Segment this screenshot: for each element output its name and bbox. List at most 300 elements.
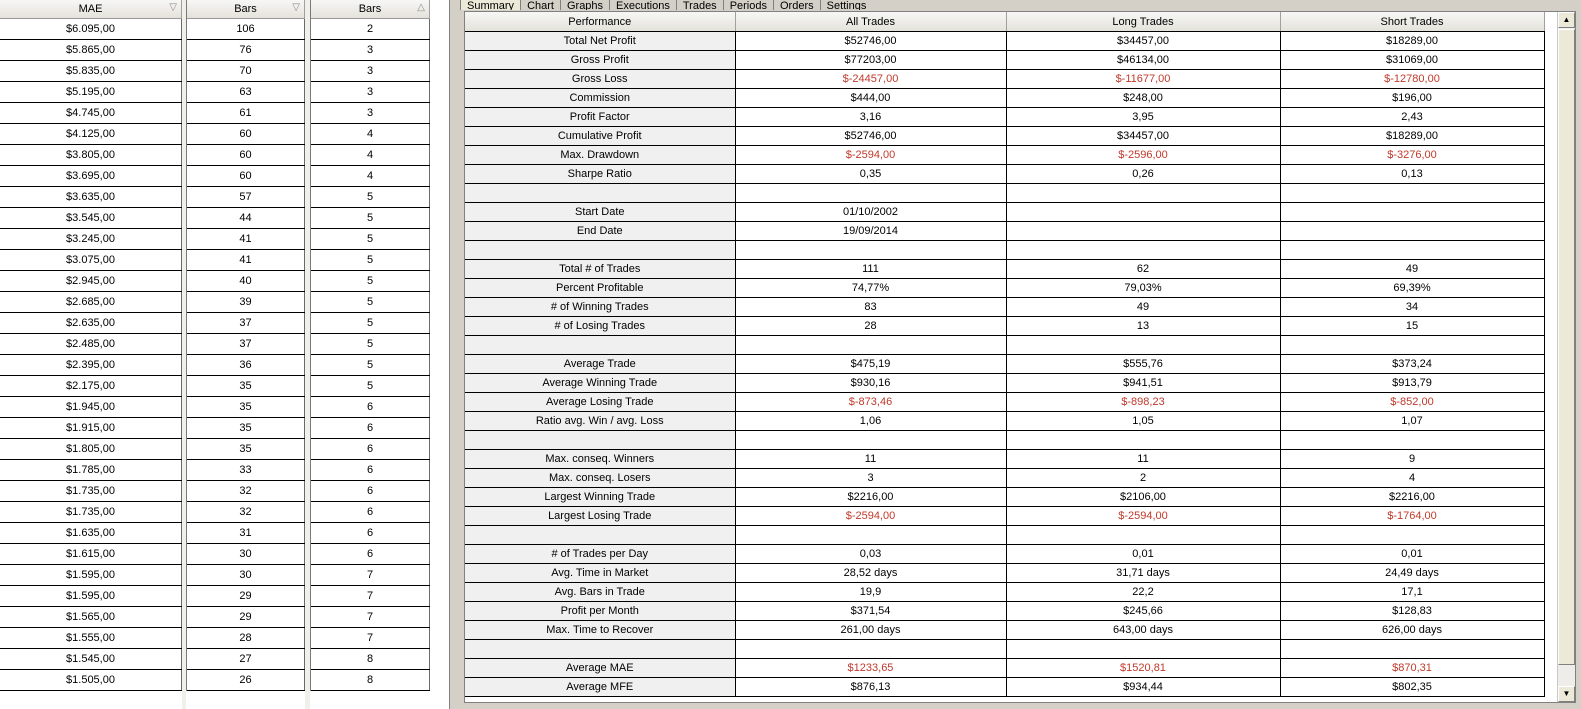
bars2-cell[interactable]: 6 [311,544,430,565]
tab-periods[interactable]: Periods [723,0,774,10]
bars2-row[interactable] [311,271,430,292]
mae-cell[interactable]: $3.805,00 [0,145,182,166]
bars1-row[interactable] [187,565,305,586]
cell-short-trades: $-1764,00 [1280,507,1544,526]
cell-label: Gross Loss [465,70,735,89]
tab-orders[interactable]: Orders [773,0,821,10]
cell-all-trades [735,184,1006,203]
bars2-cell[interactable]: 6 [311,502,430,523]
bars2-cell[interactable]: 5 [311,355,430,376]
performance-row[interactable] [465,583,1544,602]
performance-row[interactable] [465,640,1544,659]
bars1-row[interactable] [187,313,305,334]
mae-cell[interactable]: $4.125,00 [0,124,182,145]
bars1-row[interactable] [187,502,305,523]
cell-all-trades: $-24457,00 [735,70,1006,89]
bars2-cell[interactable]: 5 [311,334,430,355]
bars1-row[interactable] [187,439,305,460]
mae-row[interactable] [0,544,182,565]
cell-label: Largest Losing Trade [465,507,735,526]
bars1-row[interactable] [187,187,305,208]
tab-trades[interactable]: Trades [676,0,724,10]
mae-row[interactable] [0,418,182,439]
bars1-cell[interactable]: 35 [187,376,305,397]
bars-header-label-2: Bars [358,3,382,15]
bars2-row[interactable] [311,250,430,271]
mae-cell[interactable]: $2.945,00 [0,271,182,292]
bars2-row[interactable] [311,439,430,460]
cell-short-trades [1280,184,1544,203]
performance-row[interactable] [465,602,1544,621]
cell-all-trades: 74,77% [735,279,1006,298]
mae-cell[interactable]: $1.945,00 [0,397,182,418]
mae-cell[interactable]: $6.095,00 [0,19,182,40]
mae-row[interactable] [0,607,182,628]
cell-label: Max. Drawdown [465,146,735,165]
mae-cell[interactable]: $5.835,00 [0,61,182,82]
bars2-row[interactable] [311,544,430,565]
mae-row[interactable] [0,271,182,292]
cell-all-trades [735,431,1006,450]
mae-cell[interactable]: $1.635,00 [0,523,182,544]
performance-table-frame [464,11,1576,703]
header-long-trades[interactable]: Long Trades [1006,12,1280,32]
performance-row[interactable] [465,374,1544,393]
bars1-row[interactable] [187,649,305,670]
vertical-scrollbar[interactable] [1557,12,1575,702]
mae-cell[interactable]: $2.485,00 [0,334,182,355]
bars2-cell[interactable]: 5 [311,313,430,334]
bars2-cell[interactable]: 5 [311,271,430,292]
bars1-cell[interactable]: 30 [187,565,305,586]
cell-all-trades: 0,35 [735,165,1006,184]
performance-row[interactable] [465,260,1544,279]
mae-row[interactable] [0,124,182,145]
bars1-cell[interactable]: 76 [187,40,305,61]
performance-row[interactable] [465,127,1544,146]
cell-short-trades: 15 [1280,317,1544,336]
bars1-row[interactable] [187,460,305,481]
mae-cell[interactable]: $5.195,00 [0,82,182,103]
cell-label: # of Losing Trades [465,317,735,336]
performance-panel [449,0,1581,709]
bars2-cell[interactable]: 4 [311,166,430,187]
mae-row[interactable] [0,250,182,271]
performance-row[interactable] [465,450,1544,469]
bars1-row[interactable] [187,82,305,103]
bars1-cell[interactable]: 39 [187,292,305,313]
bars1-cell[interactable]: 60 [187,145,305,166]
bars1-row[interactable] [187,145,305,166]
bars1-cell[interactable]: 106 [187,19,305,40]
cell-short-trades: $-3276,00 [1280,146,1544,165]
cell-all-trades [735,336,1006,355]
bars1-row[interactable] [187,166,305,187]
mae-cell[interactable]: $1.595,00 [0,586,182,607]
mae-row[interactable] [0,61,182,82]
bars1-cell[interactable]: 57 [187,187,305,208]
mae-row[interactable] [0,502,182,523]
mae-row[interactable] [0,334,182,355]
performance-row[interactable] [465,298,1544,317]
bars1-cell[interactable]: 28 [187,628,305,649]
bars2-row[interactable] [311,649,430,670]
performance-row[interactable] [465,165,1544,184]
bars2-row[interactable] [311,40,430,61]
bars2-cell[interactable]: 8 [311,670,430,691]
performance-row[interactable] [465,545,1544,564]
mae-cell[interactable]: $2.685,00 [0,292,182,313]
cell-all-trades: $876,13 [735,678,1006,697]
cell-long-trades [1006,526,1280,545]
cell-label [465,640,735,659]
bars1-row[interactable] [187,607,305,628]
bars2-row[interactable] [311,586,430,607]
performance-row[interactable] [465,431,1544,450]
cell-all-trades: 3,16 [735,108,1006,127]
performance-row[interactable] [465,412,1544,431]
mae-row[interactable] [0,19,182,40]
bars1-row[interactable] [187,19,305,40]
cell-all-trades: $-873,46 [735,393,1006,412]
performance-row[interactable] [465,355,1544,374]
cell-all-trades: 01/10/2002 [735,203,1006,222]
mae-row[interactable] [0,355,182,376]
bars2-row[interactable] [311,481,430,502]
bars1-cell[interactable]: 37 [187,313,305,334]
performance-row[interactable] [465,526,1544,545]
bars2-cell[interactable]: 6 [311,439,430,460]
sort-triangle-icon[interactable]: △ [417,2,425,13]
header-short-trades[interactable]: Short Trades [1280,12,1544,32]
mae-row[interactable] [0,145,182,166]
bars-column-header-2[interactable] [311,0,430,19]
performance-row[interactable] [465,564,1544,583]
bars2-cell[interactable]: 5 [311,187,430,208]
bars1-row[interactable] [187,523,305,544]
bars2-cell[interactable]: 3 [311,40,430,61]
bars1-cell[interactable]: 41 [187,250,305,271]
cell-all-trades: $2216,00 [735,488,1006,507]
performance-row[interactable] [465,621,1544,640]
bars2-cell[interactable]: 6 [311,397,430,418]
performance-row[interactable] [465,184,1544,203]
mae-row[interactable] [0,439,182,460]
mae-row[interactable] [0,523,182,544]
sort-triangle-icon[interactable]: ▽ [169,2,177,13]
bars2-row[interactable] [311,124,430,145]
bars1-cell[interactable]: 29 [187,607,305,628]
bars2-cell[interactable]: 7 [311,628,430,649]
mae-cell[interactable]: $1.915,00 [0,418,182,439]
tab-graphs[interactable]: Graphs [560,0,610,10]
cell-all-trades: 261,00 days [735,621,1006,640]
bars1-cell[interactable]: 61 [187,103,305,124]
bars1-row[interactable] [187,292,305,313]
bars2-cell[interactable]: 3 [311,61,430,82]
performance-row[interactable] [465,108,1544,127]
bars2-row[interactable] [311,334,430,355]
bars1-row[interactable] [187,544,305,565]
cell-long-trades [1006,431,1280,450]
bars2-row[interactable] [311,607,430,628]
mae-row[interactable] [0,40,182,61]
mae-cell[interactable]: $2.175,00 [0,376,182,397]
mae-column-header[interactable] [0,0,182,19]
bars1-row[interactable] [187,334,305,355]
bars1-row[interactable] [187,124,305,145]
cell-short-trades: $-852,00 [1280,393,1544,412]
bars1-row[interactable] [187,250,305,271]
bars1-row[interactable] [187,271,305,292]
mae-row[interactable] [0,103,182,124]
bars2-row[interactable] [311,166,430,187]
performance-row[interactable] [465,336,1544,355]
bars2-row[interactable] [311,145,430,166]
bars2-cell[interactable]: 3 [311,82,430,103]
bars2-row[interactable] [311,19,430,40]
cell-all-trades: $930,16 [735,374,1006,393]
scrollbar-thumb[interactable] [1558,29,1575,665]
bars2-row[interactable] [311,292,430,313]
bars2-cell[interactable]: 7 [311,607,430,628]
mae-cell[interactable]: $3.245,00 [0,229,182,250]
performance-row[interactable] [465,89,1544,108]
bars1-row[interactable] [187,481,305,502]
bars2-row[interactable] [311,628,430,649]
mae-cell[interactable]: $1.735,00 [0,502,182,523]
bars-table-1 [187,0,305,691]
cell-all-trades: $52746,00 [735,127,1006,146]
header-performance[interactable]: Performance [465,12,735,32]
bars1-cell[interactable]: 63 [187,82,305,103]
performance-row[interactable] [465,222,1544,241]
performance-row[interactable] [465,678,1544,697]
bars1-cell[interactable]: 26 [187,670,305,691]
mae-row[interactable] [0,187,182,208]
tab-settings[interactable]: Settings [820,0,873,10]
mae-cell[interactable]: $3.635,00 [0,187,182,208]
bars1-row[interactable] [187,40,305,61]
bars1-cell[interactable]: 27 [187,649,305,670]
performance-row[interactable] [465,70,1544,89]
performance-row[interactable] [465,469,1544,488]
mae-row[interactable] [0,376,182,397]
bars1-row[interactable] [187,628,305,649]
performance-row[interactable] [465,659,1544,678]
cell-short-trades: 49 [1280,260,1544,279]
mae-row[interactable] [0,649,182,670]
mae-cell[interactable]: $4.745,00 [0,103,182,124]
mae-cell[interactable]: $2.635,00 [0,313,182,334]
mae-row[interactable] [0,460,182,481]
bars2-row[interactable] [311,82,430,103]
cell-short-trades: 0,13 [1280,165,1544,184]
bars2-row[interactable] [311,103,430,124]
bars1-row[interactable] [187,61,305,82]
mae-row[interactable] [0,292,182,313]
cell-all-trades: $475,19 [735,355,1006,374]
performance-row[interactable] [465,203,1544,222]
bars2-row[interactable] [311,229,430,250]
bars2-cell[interactable]: 3 [311,103,430,124]
cell-label: Avg. Time in Market [465,564,735,583]
bars2-row[interactable] [311,376,430,397]
bars2-cell[interactable]: 8 [311,649,430,670]
bars1-row[interactable] [187,397,305,418]
bars-table-2 [311,0,430,691]
bars2-cell[interactable]: 4 [311,124,430,145]
cell-label: Cumulative Profit [465,127,735,146]
bars1-cell[interactable]: 31 [187,523,305,544]
bars1-cell[interactable]: 32 [187,481,305,502]
scroll-up-arrow-icon[interactable]: ▲ [1558,12,1575,28]
mae-cell[interactable]: $2.395,00 [0,355,182,376]
mae-cell[interactable]: $1.615,00 [0,544,182,565]
bars2-row[interactable] [311,418,430,439]
mae-cell[interactable]: $1.545,00 [0,649,182,670]
bars2-row[interactable] [311,565,430,586]
cell-long-trades: $-898,23 [1006,393,1280,412]
mae-cell[interactable]: $1.565,00 [0,607,182,628]
bars1-cell[interactable]: 60 [187,124,305,145]
bars2-row[interactable] [311,670,430,691]
bars1-cell[interactable]: 70 [187,61,305,82]
bars2-row[interactable] [311,397,430,418]
bars2-cell[interactable]: 7 [311,586,430,607]
mae-cell[interactable]: $1.785,00 [0,460,182,481]
mae-row[interactable] [0,166,182,187]
scroll-down-arrow-icon[interactable]: ▼ [1558,686,1575,702]
bars1-row[interactable] [187,355,305,376]
performance-row[interactable] [465,317,1544,336]
performance-row[interactable] [465,488,1544,507]
performance-row[interactable] [465,393,1544,412]
bars1-row[interactable] [187,376,305,397]
mae-cell[interactable]: $1.735,00 [0,481,182,502]
mae-row[interactable] [0,208,182,229]
bars2-cell[interactable]: 6 [311,418,430,439]
bars2-cell[interactable]: 6 [311,460,430,481]
mae-row[interactable] [0,565,182,586]
bars1-row[interactable] [187,103,305,124]
mae-row[interactable] [0,586,182,607]
bars1-row[interactable] [187,229,305,250]
bars1-cell[interactable]: 29 [187,586,305,607]
bars2-cell[interactable]: 4 [311,145,430,166]
bars2-cell[interactable]: 7 [311,565,430,586]
cell-all-trades: $-2594,00 [735,146,1006,165]
mae-cell[interactable]: $1.505,00 [0,670,182,691]
cell-long-trades: 1,05 [1006,412,1280,431]
mae-row[interactable] [0,481,182,502]
mae-row[interactable] [0,628,182,649]
bars1-cell[interactable]: 32 [187,502,305,523]
sort-triangle-icon[interactable]: ▽ [292,2,300,13]
cell-label: Start Date [465,203,735,222]
bars1-cell[interactable]: 35 [187,418,305,439]
cell-short-trades: $18289,00 [1280,127,1544,146]
bars1-cell[interactable]: 35 [187,397,305,418]
bars1-row[interactable] [187,670,305,691]
performance-row[interactable] [465,51,1544,70]
tab-summary[interactable]: Summary [460,0,521,10]
bars2-row[interactable] [311,208,430,229]
bars1-cell[interactable]: 36 [187,355,305,376]
bars2-cell[interactable]: 5 [311,250,430,271]
bars1-cell[interactable]: 40 [187,271,305,292]
header-all-trades[interactable]: All Trades [735,12,1006,32]
cell-label: Percent Profitable [465,279,735,298]
cell-short-trades: $870,31 [1280,659,1544,678]
bars1-cell[interactable]: 33 [187,460,305,481]
performance-row[interactable] [465,507,1544,526]
tab-chart[interactable]: Chart [520,0,561,10]
bars2-cell[interactable]: 5 [311,229,430,250]
bars-column-header-1[interactable] [187,0,305,19]
performance-row[interactable] [465,146,1544,165]
mae-cell[interactable]: $1.595,00 [0,565,182,586]
tab-executions[interactable]: Executions [609,0,677,10]
mae-cell[interactable]: $5.865,00 [0,40,182,61]
bars1-row[interactable] [187,586,305,607]
bars2-row[interactable] [311,355,430,376]
bars2-row[interactable] [311,313,430,334]
mae-row[interactable] [0,82,182,103]
bars2-cell[interactable]: 5 [311,208,430,229]
mae-row[interactable] [0,670,182,691]
performance-row[interactable] [465,241,1544,260]
mae-cell[interactable]: $3.695,00 [0,166,182,187]
bars2-cell[interactable]: 5 [311,376,430,397]
cell-short-trades [1280,526,1544,545]
bars1-cell[interactable]: 35 [187,439,305,460]
cell-long-trades: 31,71 days [1006,564,1280,583]
cell-short-trades: 4 [1280,469,1544,488]
mae-cell[interactable]: $1.805,00 [0,439,182,460]
bars2-row[interactable] [311,502,430,523]
bars2-cell[interactable]: 5 [311,292,430,313]
bars1-cell[interactable]: 41 [187,229,305,250]
cell-long-trades: $-11677,00 [1006,70,1280,89]
mae-cell[interactable]: $1.555,00 [0,628,182,649]
performance-row[interactable] [465,279,1544,298]
cell-label [465,336,735,355]
bars2-row[interactable] [311,187,430,208]
bars2-row[interactable] [311,523,430,544]
performance-row[interactable] [465,32,1544,51]
bars1-cell[interactable]: 44 [187,208,305,229]
bars-header-label-1: Bars [234,3,257,15]
mae-row[interactable] [0,229,182,250]
mae-row[interactable] [0,397,182,418]
bars2-row[interactable] [311,460,430,481]
bars1-row[interactable] [187,418,305,439]
bars1-cell[interactable]: 37 [187,334,305,355]
bars2-cell[interactable]: 6 [311,481,430,502]
bars1-cell[interactable]: 60 [187,166,305,187]
bars2-row[interactable] [311,61,430,82]
mae-row[interactable] [0,313,182,334]
bars2-cell[interactable]: 2 [311,19,430,40]
cell-short-trades: $373,24 [1280,355,1544,374]
bars1-row[interactable] [187,208,305,229]
bars1-cell[interactable]: 30 [187,544,305,565]
mae-cell[interactable]: $3.075,00 [0,250,182,271]
mae-cell[interactable]: $3.545,00 [0,208,182,229]
bars2-cell[interactable]: 6 [311,523,430,544]
cell-label: Gross Profit [465,51,735,70]
